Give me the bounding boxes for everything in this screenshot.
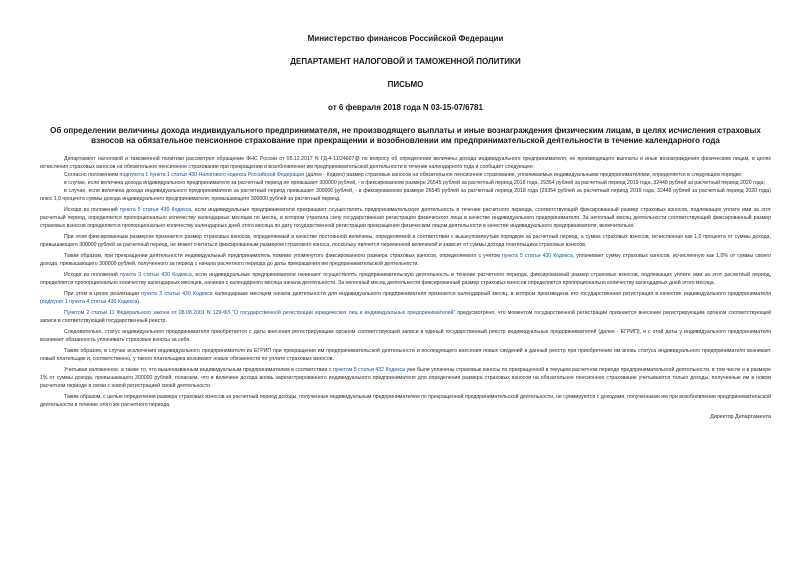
law-link[interactable]: подпункт 1 пункта 4 статьи 430 Кодекса: [41, 299, 138, 305]
document-body: [40, 155, 771, 409]
document-page: [40, 34, 771, 421]
paragraph: в случае, если величина дохода индивидуального предпринимателя за расчетный период не превышает 300000 рублей, - в фиксированном размере 26545 рублей за расчетный период 2018 года, 29354 рублей за расчетный период 2019 года, 32448 рублей за расчетный период 2020 года;: [64, 180, 766, 186]
law-link[interactable]: пункта 3 статьи 430 Кодекса: [120, 272, 192, 278]
law-link[interactable]: пункта 5 статьи 430 Кодекса: [119, 207, 192, 213]
law-link[interactable]: Пунктом 2 статьи 11 Федерального закона от 08.08.2001 N 129-ФЗ "О государственной регистрации юридических лиц и индивидуальных предпринимателей": [64, 310, 456, 316]
law-link[interactable]: пункта 3 статьи 430 Кодекса: [141, 291, 213, 297]
law-link[interactable]: пунктом 5 статьи 432 Кодекса: [332, 367, 406, 373]
law-link[interactable]: подпункта 1 пункта 1 статьи 430 Налогового кодекса Российской Федерации: [119, 172, 305, 178]
law-link[interactable]: пункта 5 статьи 430 Кодекса: [502, 253, 573, 259]
paragraph: в случае, если величина дохода индивидуального предпринимателя за расчетный период превышает 300000 рублей, - в фиксированном размере 26545 рублей за расчетный период 2018 года (29354 рублей за расчетный период 2019 года, 32448 рублей за расчетный период 2020 года) плюс 1,0 процента суммы дохода индивидуального предпринимателя, превышающего 300000 рублей за расчетный период.: [40, 188, 771, 202]
paragraph: Исходя из положений пункта 5 статьи 430 Кодекса, если индивидуальные предприниматели прекращают осуществлять предпринимательскую деятельность в течение расчетного периода, соответствующий фиксированный размер страховых взносов, подлежащих уплате ими за этот расчетный период, определяется пропорционально количеству календарных месяцев по месяц, в котором утратила силу государственная регистрация физического лица в качестве индивидуального предпринимателя. За неполный месяц деятельности соответствующий фиксированный размер страховых взносов определяется пропорционально количеству календарных дней этого месяца по дату государственной регистрации прекращения физическим лицом деятельности в качестве индивидуального предпринимателя, включительно.: [40, 207, 771, 229]
paragraph: Таким образом, при прекращении деятельности индивидуальный предприниматель помимо упомянутого фиксированного размера страховых взносов, определяемого с учетом пункта 5 статьи 430 Кодекса, уплачивает сумму страховых взносов, исчисленную как 1,0% от суммы своего дохода, превышающего 300000 рублей, полученного за период с начала расчетного периода до даты прекращения им предпринимательской деятельности.: [40, 253, 772, 267]
ministry-name: Министерство финансов Российской Федерации: [307, 34, 504, 43]
paragraph: Согласно положениям подпункта 1 пункта 1 статьи 430 Налогового кодекса Российской Федерации (далее - Кодекс) размер страховых взносов на обязательное пенсионное страхование, уплачиваемых индивидуальными предпринимателями, определяется в следующем порядке:: [64, 172, 743, 178]
paragraph: При этом фиксированным размером признается размер страховых взносов, определяемый в качестве постоянной величины, определяемой в соответствии с вышеупомянутым порядком за расчетный период, а сумма страховых взносов, исчисленная как 1,0 процента от суммы дохода, превышающего 300000 рублей за расчетный период, не может считаться фиксированным размером страхового взноса, поскольку является переменной величиной и зависит от суммы дохода плательщика страховых взносов.: [40, 234, 771, 248]
signature: Директор Департамента: [710, 414, 771, 420]
document-type: ПИСЬМО: [387, 80, 424, 89]
paragraph: При этом в целях реализации пункта 3 статьи 430 Кодекса календарным месяцем начала деятельности для индивидуального предпринимателя признается календарный месяц, в котором произведена его государственная регистрация в качестве индивидуального предпринимателя (подпункт 1 пункта 4 статьи 430 Кодекса).: [40, 291, 771, 305]
document-date-number: от 6 февраля 2018 года N 03-15-07/6781: [328, 103, 483, 112]
paragraph: Таким образом, в случае исключения индивидуального предпринимателя из ЕГРИП при прекращении им предпринимательской деятельности и последующего внесения новых сведений в данный реестр при приобретении им вновь статуса индивидуального предпринимателя возникает новый плательщик и, соответственно, у такого плательщика возникают новые обязанности по уплате страховых взносов.: [40, 348, 771, 362]
department-name: ДЕПАРТАМЕНТ НАЛОГОВОЙ И ТАМОЖЕННОЙ ПОЛИТИКИ: [290, 57, 521, 66]
document-title: Об определении величины дохода индивидуального предпринимателя, не производящего выплаты и иные вознаграждения физическим лицам, в целях исчисления страховых взносов на обязательное пенсионное страхование при прекращении и возобновлении им предпринимательской деятельности в течение календарного года: [50, 126, 761, 145]
paragraph: Учитывая изложенное, а также то, что вышеназванным индивидуальным предпринимателем в соответствии с пунктом 5 статьи 432 Кодекса уже были уплачены страховые взносы по прекращенной в текущем расчетном периоде предпринимательской деятельности, в том числе и в размере 1% от суммы дохода, превышающего 300000 рублей, полагаем, что в величине дохода вновь зарегистрированного индивидуального предпринимателя для определения размера страховых взносов на обязательное пенсионное страхование учитываются только доходы, полученные им в новом расчетном периоде в связи с новой регистрацией своей деятельности.: [40, 367, 772, 389]
paragraph: Пунктом 2 статьи 11 Федерального закона от 08.08.2001 N 129-ФЗ "О государственной регистрации юридических лиц и индивидуальных предпринимателей" предусмотрено, что моментом государственной регистрации признается внесение регистрирующим органом соответствующей записи в соответствующий государственный реестр.: [40, 310, 771, 324]
paragraph: Следовательно, статус индивидуального предпринимателя приобретается с даты внесения регистрирующим органом соответствующей записи в единый государственный реестр индивидуальных предпринимателей (далее - ЕГРИП), и с этой даты у индивидуального предпринимателя возникает обязанность уплачивать страховые взносы за себя.: [40, 329, 771, 343]
paragraph: Таким образом, с целью определения размера страховых взносов за расчетный период доходы, полученные индивидуальным предпринимателем по прекращенной предпринимательской деятельности, не суммируются с доходами, полученными им при возобновлении предпринимательской деятельности в течение этого же расчетного периода.: [40, 394, 771, 408]
paragraph: Департамент налоговой и таможенной политики рассмотрел обращение ФНС России от 05.12.2017 N ГД-4-11/24607@ по вопросу об определении величины дохода индивидуального предпринимателя, не производящего выплаты и иные вознаграждения физическим лицам, в целях исчисления страховых взносов на обязательное пенсионное страхование при прекращении и возобновлении им предпринимательской деятельности в течение календарного года и сообщает следующее.: [40, 156, 771, 170]
paragraph: Исходя из положений пункта 3 статьи 430 Кодекса, если индивидуальные предприниматели начинают осуществлять предпринимательскую деятельность в течение расчетного периода, фиксированный размер страховых взносов, подлежащих уплате ими за этот расчетный период, определяется пропорционально количеству календарных месяцев, начиная с календарного месяца начала деятельности. За неполный месяц деятельности фиксированный размер страховых взносов определяется пропорционально количеству календарных дней этого месяца.: [40, 272, 772, 286]
